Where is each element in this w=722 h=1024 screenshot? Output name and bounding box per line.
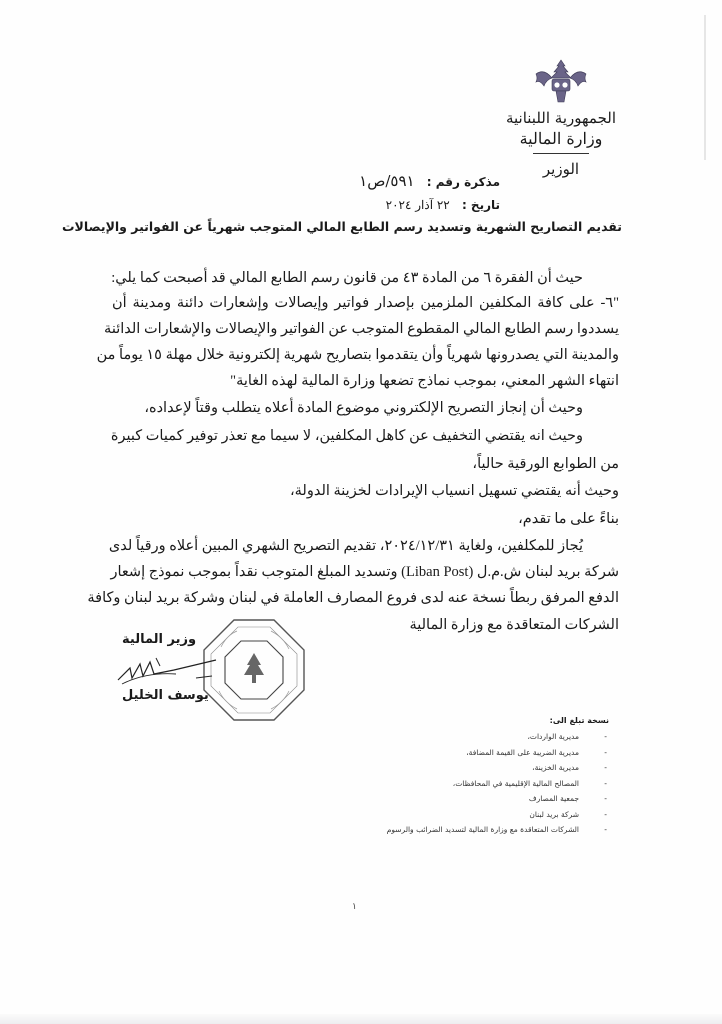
copies-title: نسخة تبلغ الى: [549, 716, 609, 725]
memo-date-value: ٢٢ آذار ٢٠٢٤ [385, 198, 450, 212]
memo-date [386, 198, 500, 212]
signatory-name: يوسف الخليل [122, 688, 209, 703]
copy-recipient: - المصالح المالية الإقليمية في المحافظات، [452, 778, 607, 788]
copy-recipient: - الشركات المتعاقدة مع وزارة المالية لتسديد الضرائب والرسوم [386, 825, 607, 834]
letterhead-office: الوزير [542, 160, 580, 178]
memo-date-label: تاريخ : [461, 198, 500, 212]
copy-recipient: - شركة بريد لبنان [529, 809, 607, 819]
scan-edge [704, 15, 706, 160]
memo-number-label: مذكرة رقم : [426, 175, 500, 189]
body-line: وحيث أن إنجاز التصريح الإلكتروني موضوع المادة أعلاه يتطلب وقتاً لإعداده، [144, 400, 583, 416]
body-line: وحيث أنه يقتضي تسهيل انسياب الإيرادات لخزينة الدولة، [289, 483, 619, 499]
body-line: الشركات المتعاقدة مع وزارة المالية [409, 617, 619, 633]
letterhead-ministry: وزارة المالية [519, 129, 603, 148]
body-line: شركة بريد لبنان ش.م.ل (Liban Post) وتسديد المبلغ المتوجب نقداً بموجب نموذج إشعار [110, 564, 619, 580]
body-line: يُجاز للمكلفين، ولغاية ٢٠٢٤/١٢/٣١، تقديم التصريح الشهري المبين أعلاه ورقياً لدى [108, 538, 583, 554]
letterhead-divider [533, 153, 589, 154]
body-line: الدفع المرفق ربطاً نسخة عنه لدى فروع المصارف العاملة في لبنان وشركة بريد لبنان وكافة [87, 590, 619, 606]
body-line: بناءً على ما تقدم، [518, 511, 619, 527]
copy-recipient: - جمعية المصارف [528, 794, 607, 803]
body-line: والمدينة التي يصدرونها شهرياً وأن يتقدموا بتصاريح شهرية إلكترونية خلال مهلة ١٥ يوماً من [96, 347, 619, 363]
copies-list [369, 716, 609, 838]
body-line: وحيث انه يقتضي التخفيف عن كاهل المكلفين، لا سيما مع تعذر توفير كميات كبيرة [110, 428, 583, 444]
signatory-title: وزير المالية [122, 632, 197, 647]
cedar-emblem-icon [530, 58, 592, 104]
body-line: حيث أن الفقرة ٦ من المادة ٤٣ من قانون رسم الطابع المالي قد أصبحت كما يلي: [111, 270, 583, 286]
body-line: من الطوابع الورقية حالياً، [472, 456, 619, 472]
handwritten-signature-icon [116, 650, 226, 690]
scan-bottom-edge [0, 1014, 722, 1024]
copy-recipient: - مديرية الخزينة، [532, 763, 607, 772]
body-line: انتهاء الشهر المعني، بموجب نماذج تضعها وزارة المالية لهذه الغاية" [230, 373, 619, 389]
body-line: "٦- على كافة المكلفين الملزمين بإصدار فواتير وإيصالات وإشعارات دائنة ومدينة أن [112, 295, 619, 311]
copy-recipient: - مديرية الضريبة على القيمة المضافة، [466, 747, 607, 757]
letterhead-country: الجمهورية اللبنانية [505, 109, 617, 127]
copy-recipient: - مديرية الواردات، [527, 732, 607, 741]
memo-subject: تقديم التصاريح الشهرية وتسديد رسم الطابع المالي المتوجب شهرياً عن الفواتير والإيصالات [62, 219, 622, 234]
memo-number [359, 172, 500, 190]
page-number: ١ [352, 902, 357, 912]
body-line: يسددوا رسم الطابع المالي المقطوع المتوجب عن الفواتير والإيصالات والإشعارات الدائنة [104, 321, 619, 337]
letterhead [486, 58, 636, 179]
memo-number-value: ٥٩١/ص١ [359, 172, 415, 190]
